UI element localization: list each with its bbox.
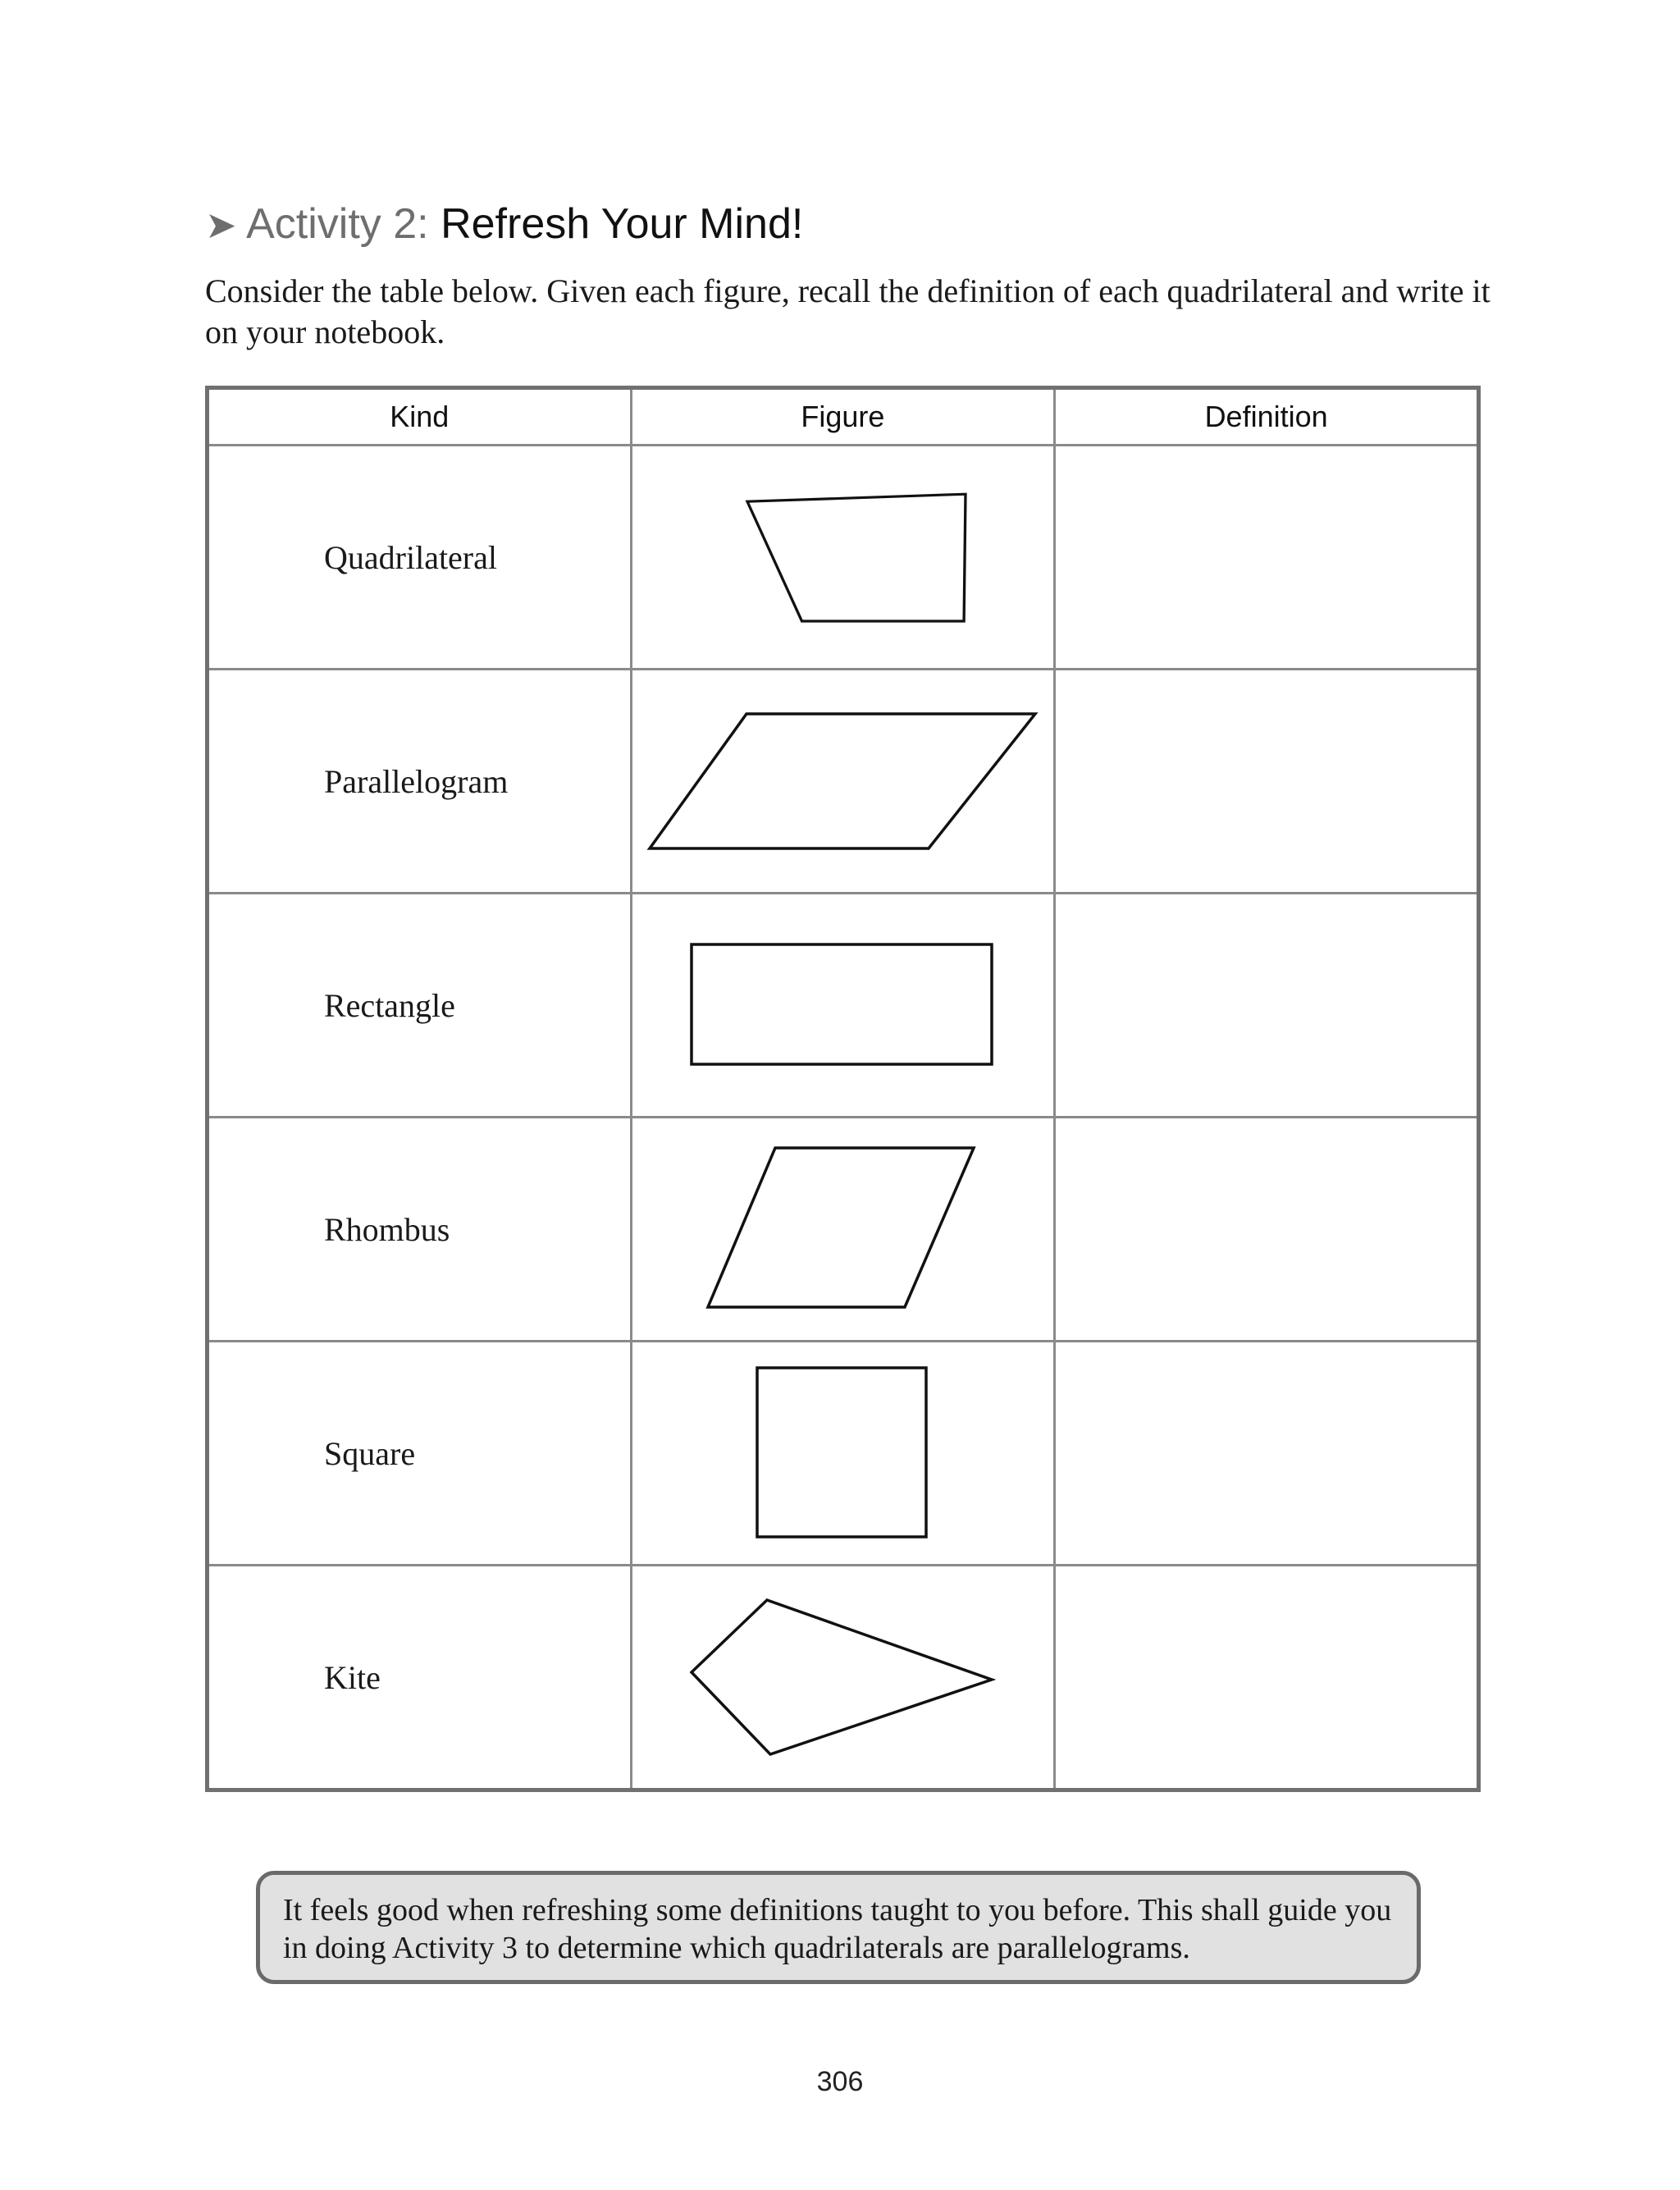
table-row [208,894,1479,1118]
quadrilateral-figure [678,467,1007,647]
quadrilateral-table [205,386,1481,1792]
header-definition: Definition [1055,388,1479,446]
page-number: 306 [816,2066,864,2097]
figure-cell [631,446,1055,670]
figure-cell [631,1118,1055,1342]
definition-cell[interactable] [1055,1566,1479,1790]
header-figure: Figure [631,388,1055,446]
definition-cell[interactable] [1055,1342,1479,1566]
kind-cell: Quadrilateral [208,446,632,670]
figure-cell [631,670,1055,894]
table-row [208,1118,1479,1342]
kind-cell: Rhombus [208,1118,632,1342]
definition-cell[interactable] [1055,670,1479,894]
definition-cell[interactable] [1055,894,1479,1118]
activity-heading [205,195,803,254]
activity-title: Refresh Your Mind! [441,200,804,248]
activity-label: Activity 2: [246,200,429,248]
header-kind: Kind [208,388,632,446]
intro-paragraph: Consider the table below. Given each figure, recall the definition of each quadrilateral and write it on your notebook. [205,272,1491,350]
figure-cell [631,1566,1055,1790]
note-box: It feels good when refreshing some definitions taught to you before. This shall guide you in doing Activity 3 to determine which quadrilaterals are parallelograms. [256,1871,1421,1984]
kite-figure [687,1595,998,1759]
table-header-row [208,388,1479,446]
kind-cell: Rectangle [208,894,632,1118]
table-row [208,1342,1479,1566]
arrow-icon: ➤ [205,203,237,246]
definition-cell[interactable] [1055,446,1479,670]
parallelogram-figure [641,707,1043,855]
figure-cell [631,894,1055,1118]
kind-cell: Kite [208,1566,632,1790]
kind-cell: Parallelogram [208,670,632,894]
kind-cell: Square [208,1342,632,1566]
figure-cell [631,1342,1055,1566]
definition-cell[interactable] [1055,1118,1479,1342]
table-row [208,1566,1479,1790]
square-figure [752,1363,933,1543]
rhombus-figure [703,1143,982,1315]
rectangle-figure [687,940,998,1071]
table-row [208,446,1479,670]
table-row [208,670,1479,894]
